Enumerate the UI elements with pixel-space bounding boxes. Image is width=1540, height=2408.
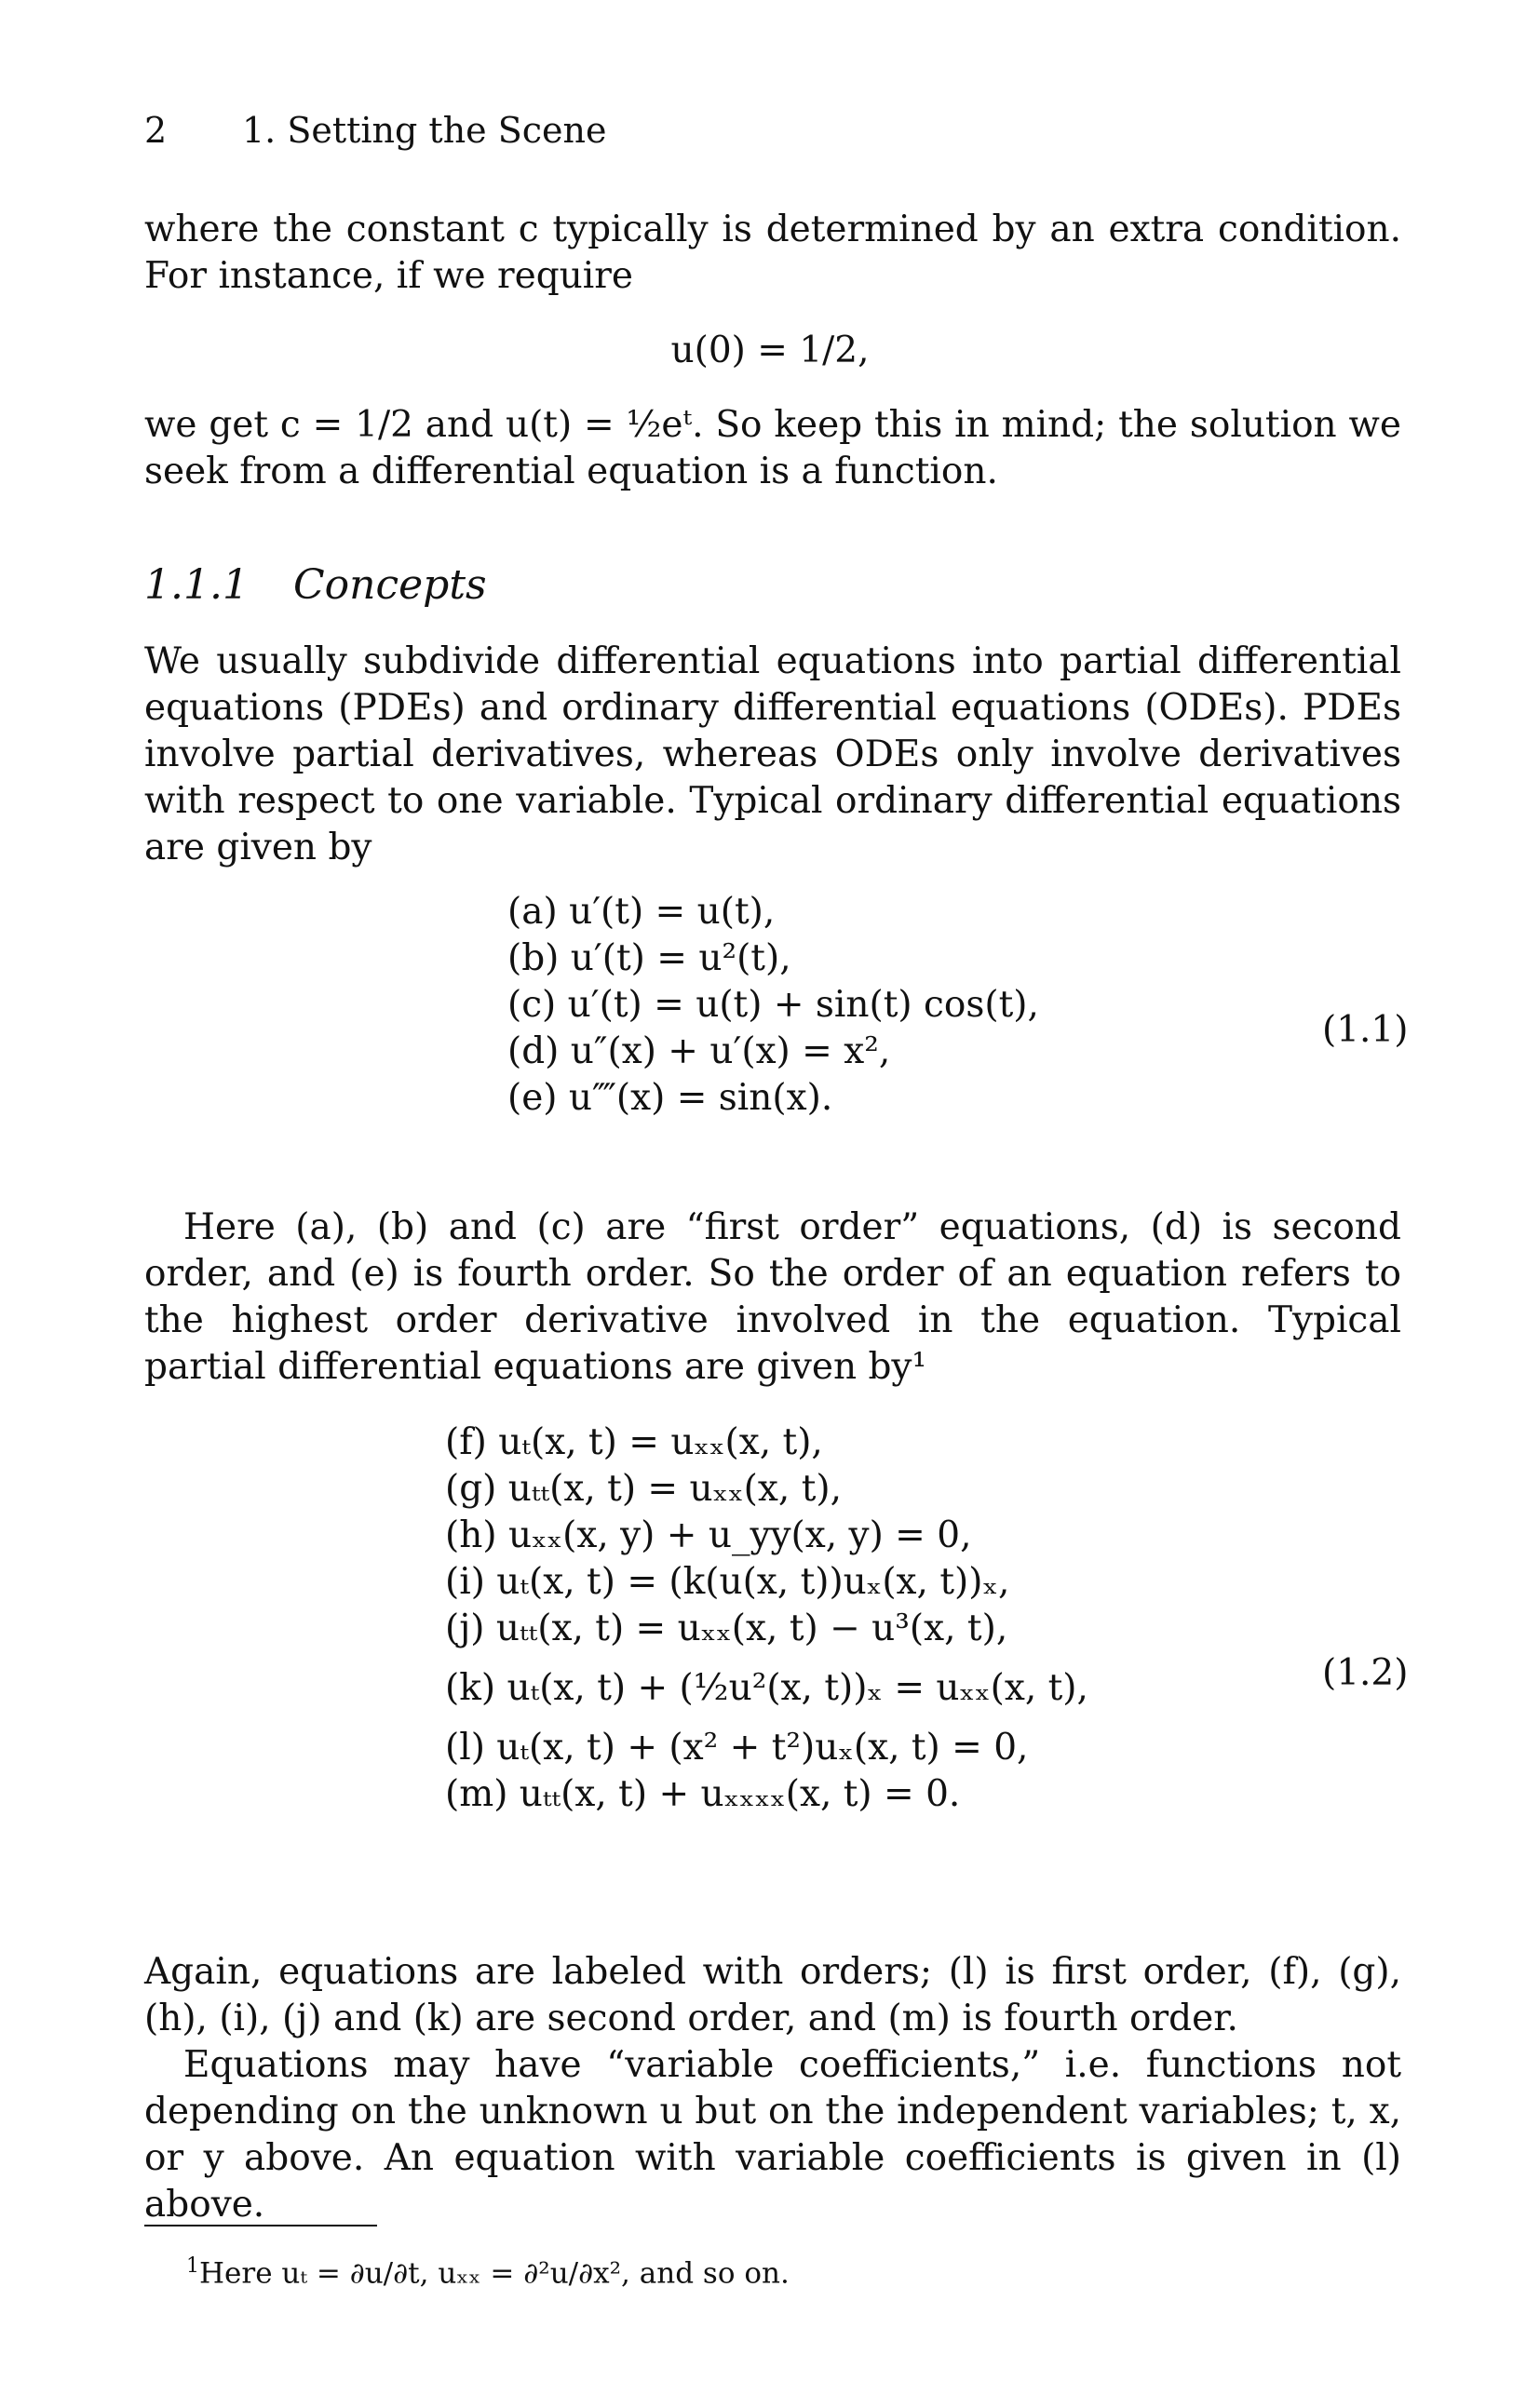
ode-equation-d: (d) u″(x) + u′(x) = x², — [507, 1030, 891, 1072]
pde-equation-block — [445, 1419, 1088, 1818]
pde-equation-k: (k) uₜ(x, t) + (½u²(x, t))ₓ = uₓₓ(x, t), — [445, 1667, 1088, 1709]
pde-equation-j: (j) uₜₜ(x, t) = uₓₓ(x, t) − u³(x, t), — [445, 1608, 1008, 1649]
variable-coefficients-paragraph: Equations may have “variable coefficients,” i.e. functions not depending on the unknown u but on the independent variables; t, x, or y above. An equation with variable coefficients is given in (l) above. — [144, 2044, 1401, 2226]
pde-equation-h: (h) uₓₓ(x, y) + u_yy(x, y) = 0, — [445, 1514, 972, 1556]
ode-equation-b: (b) u′(t) = u²(t), — [507, 937, 791, 979]
initial-condition-equation: u(0) = 1/2, — [670, 330, 870, 371]
ode-equation-block — [507, 889, 1039, 1122]
pde-equation-m: (m) uₜₜ(x, t) + uₓₓₓₓ(x, t) = 0. — [445, 1773, 961, 1815]
equation-tag-1-2: (1.2) — [1322, 1652, 1409, 1694]
footnote — [186, 2248, 790, 2292]
intro-continuation: we get c = 1/2 and u(t) = ½eᵗ. So keep this in mind; the solution we seek from a differential equation is a function. — [144, 404, 1401, 492]
footnote-text: Here uₜ = ∂u/∂t, uₓₓ = ∂²u/∂x², and so on. — [199, 2256, 790, 2291]
footnote-marker: 1 — [186, 2254, 199, 2278]
running-title: 1. Setting the Scene — [242, 110, 607, 151]
ode-equation-e: (e) u⁗(x) = sin(x). — [507, 1077, 833, 1119]
pde-equation-l: (l) uₜ(x, t) + (x² + t²)uₓ(x, t) = 0, — [445, 1727, 1029, 1769]
concepts-paragraph: We usually subdivide differential equations into partial differential equations (PDEs) and ordinary differential equations (ODEs). PDEs involve partial derivatives, whereas ODEs only involve derivatives with respect to one variable. Typical ordinary differential equations are given by — [144, 640, 1401, 868]
running-header — [144, 110, 607, 151]
pde-equation-g: (g) uₜₜ(x, t) = uₓₓ(x, t), — [445, 1468, 842, 1510]
intro-paragraph: where the constant c typically is determined by an extra condition. For instance, if we require — [144, 209, 1401, 297]
ode-equation-a: (a) u′(t) = u(t), — [507, 891, 776, 933]
order-paragraph: Here (a), (b) and (c) are “first order” equations, (d) is second order, and (e) is fourth order. So the order of an equation refers to the highest order derivative involved in the equation. Typical partial differential equations are given by¹ — [144, 1206, 1401, 1388]
footnote-rule — [144, 2225, 377, 2226]
labels-paragraph: Again, equations are labeled with orders; (l) is first order, (f), (g), (h), (i), (j) and (k) are second order, and (m) is fourth order. — [144, 1951, 1401, 2039]
equation-tag-1-1: (1.1) — [1322, 1009, 1409, 1051]
section-heading — [144, 561, 487, 609]
section-title: Concepts — [293, 561, 487, 609]
page-number: 2 — [144, 110, 168, 151]
pde-equation-f: (f) uₜ(x, t) = uₓₓ(x, t), — [445, 1421, 823, 1463]
section-number: 1.1.1 — [144, 561, 249, 609]
pde-equation-i: (i) uₜ(x, t) = (k(u(x, t))uₓ(x, t))ₓ, — [445, 1561, 1010, 1603]
ode-equation-c: (c) u′(t) = u(t) + sin(t) cos(t), — [507, 984, 1039, 1026]
